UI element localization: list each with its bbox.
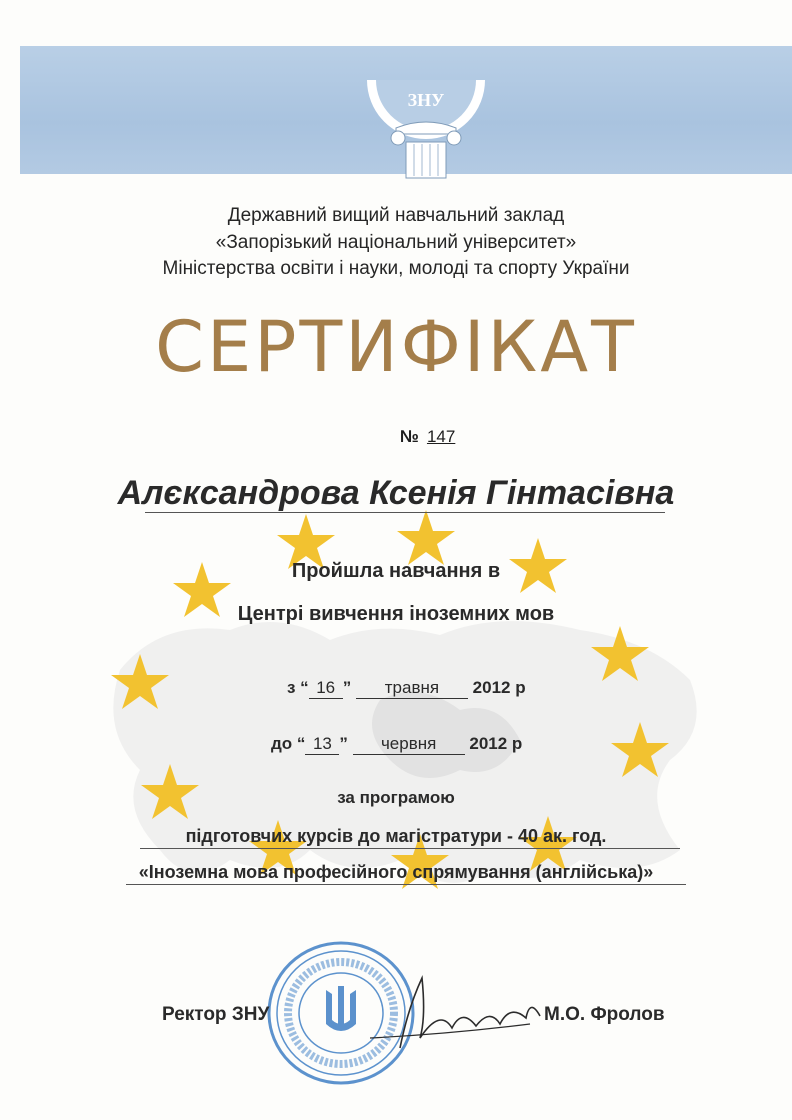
number-label: № <box>400 427 419 446</box>
body-line-1: Пройшла навчання в <box>291 560 501 582</box>
date-from: з “ 16 ” травня 2012 р <box>287 678 526 697</box>
date-from-month: травня <box>356 678 468 699</box>
rector-signature <box>330 968 560 1058</box>
date-to-year: 2012 р <box>469 734 523 753</box>
program-label: за програмою <box>337 788 455 807</box>
date-from-year: 2012 р <box>472 678 526 697</box>
number-value: 147 <box>426 427 456 446</box>
recipient-name: Алєксандрова Ксенія Гінтасівна <box>117 474 675 512</box>
institution-line-2: «Запорізький національний університет» <box>215 232 577 253</box>
star-icon <box>111 654 169 709</box>
institution-line-3: Міністерства освіти і науки, молоді та спорту України <box>162 258 630 279</box>
logo-text: ЗНУ <box>407 90 445 110</box>
recipient-underline <box>145 512 665 513</box>
program-line-1: підготовчих курсів до магістратури - 40 ак. год. <box>185 826 607 846</box>
certificate-number <box>400 427 455 447</box>
star-icon <box>611 722 669 777</box>
star-icon <box>591 626 649 681</box>
institution-line-1: Державний вищий навчальний заклад <box>227 205 565 226</box>
date-to-prefix: до <box>271 734 293 753</box>
date-from-day: 16 <box>309 678 343 699</box>
certificate-title: СЕРТИФІКАТ <box>155 306 637 388</box>
rector-name: М.О. Фролов <box>544 1004 665 1025</box>
star-icon <box>397 510 455 565</box>
date-to: до “ 13 ” червня 2012 р <box>271 734 523 753</box>
body-line-2: Центрі вивчення іноземних мов <box>237 603 555 625</box>
program-underline-2 <box>126 884 686 885</box>
date-from-prefix: з <box>287 678 296 697</box>
date-to-day: 13 <box>305 734 339 755</box>
rector-label: Ректор ЗНУ <box>162 1004 270 1025</box>
program-line-2: «Іноземна мова професійного спрямування (англійська)» <box>138 862 654 882</box>
date-to-month: червня <box>353 734 465 755</box>
program-underline-1 <box>140 848 680 849</box>
